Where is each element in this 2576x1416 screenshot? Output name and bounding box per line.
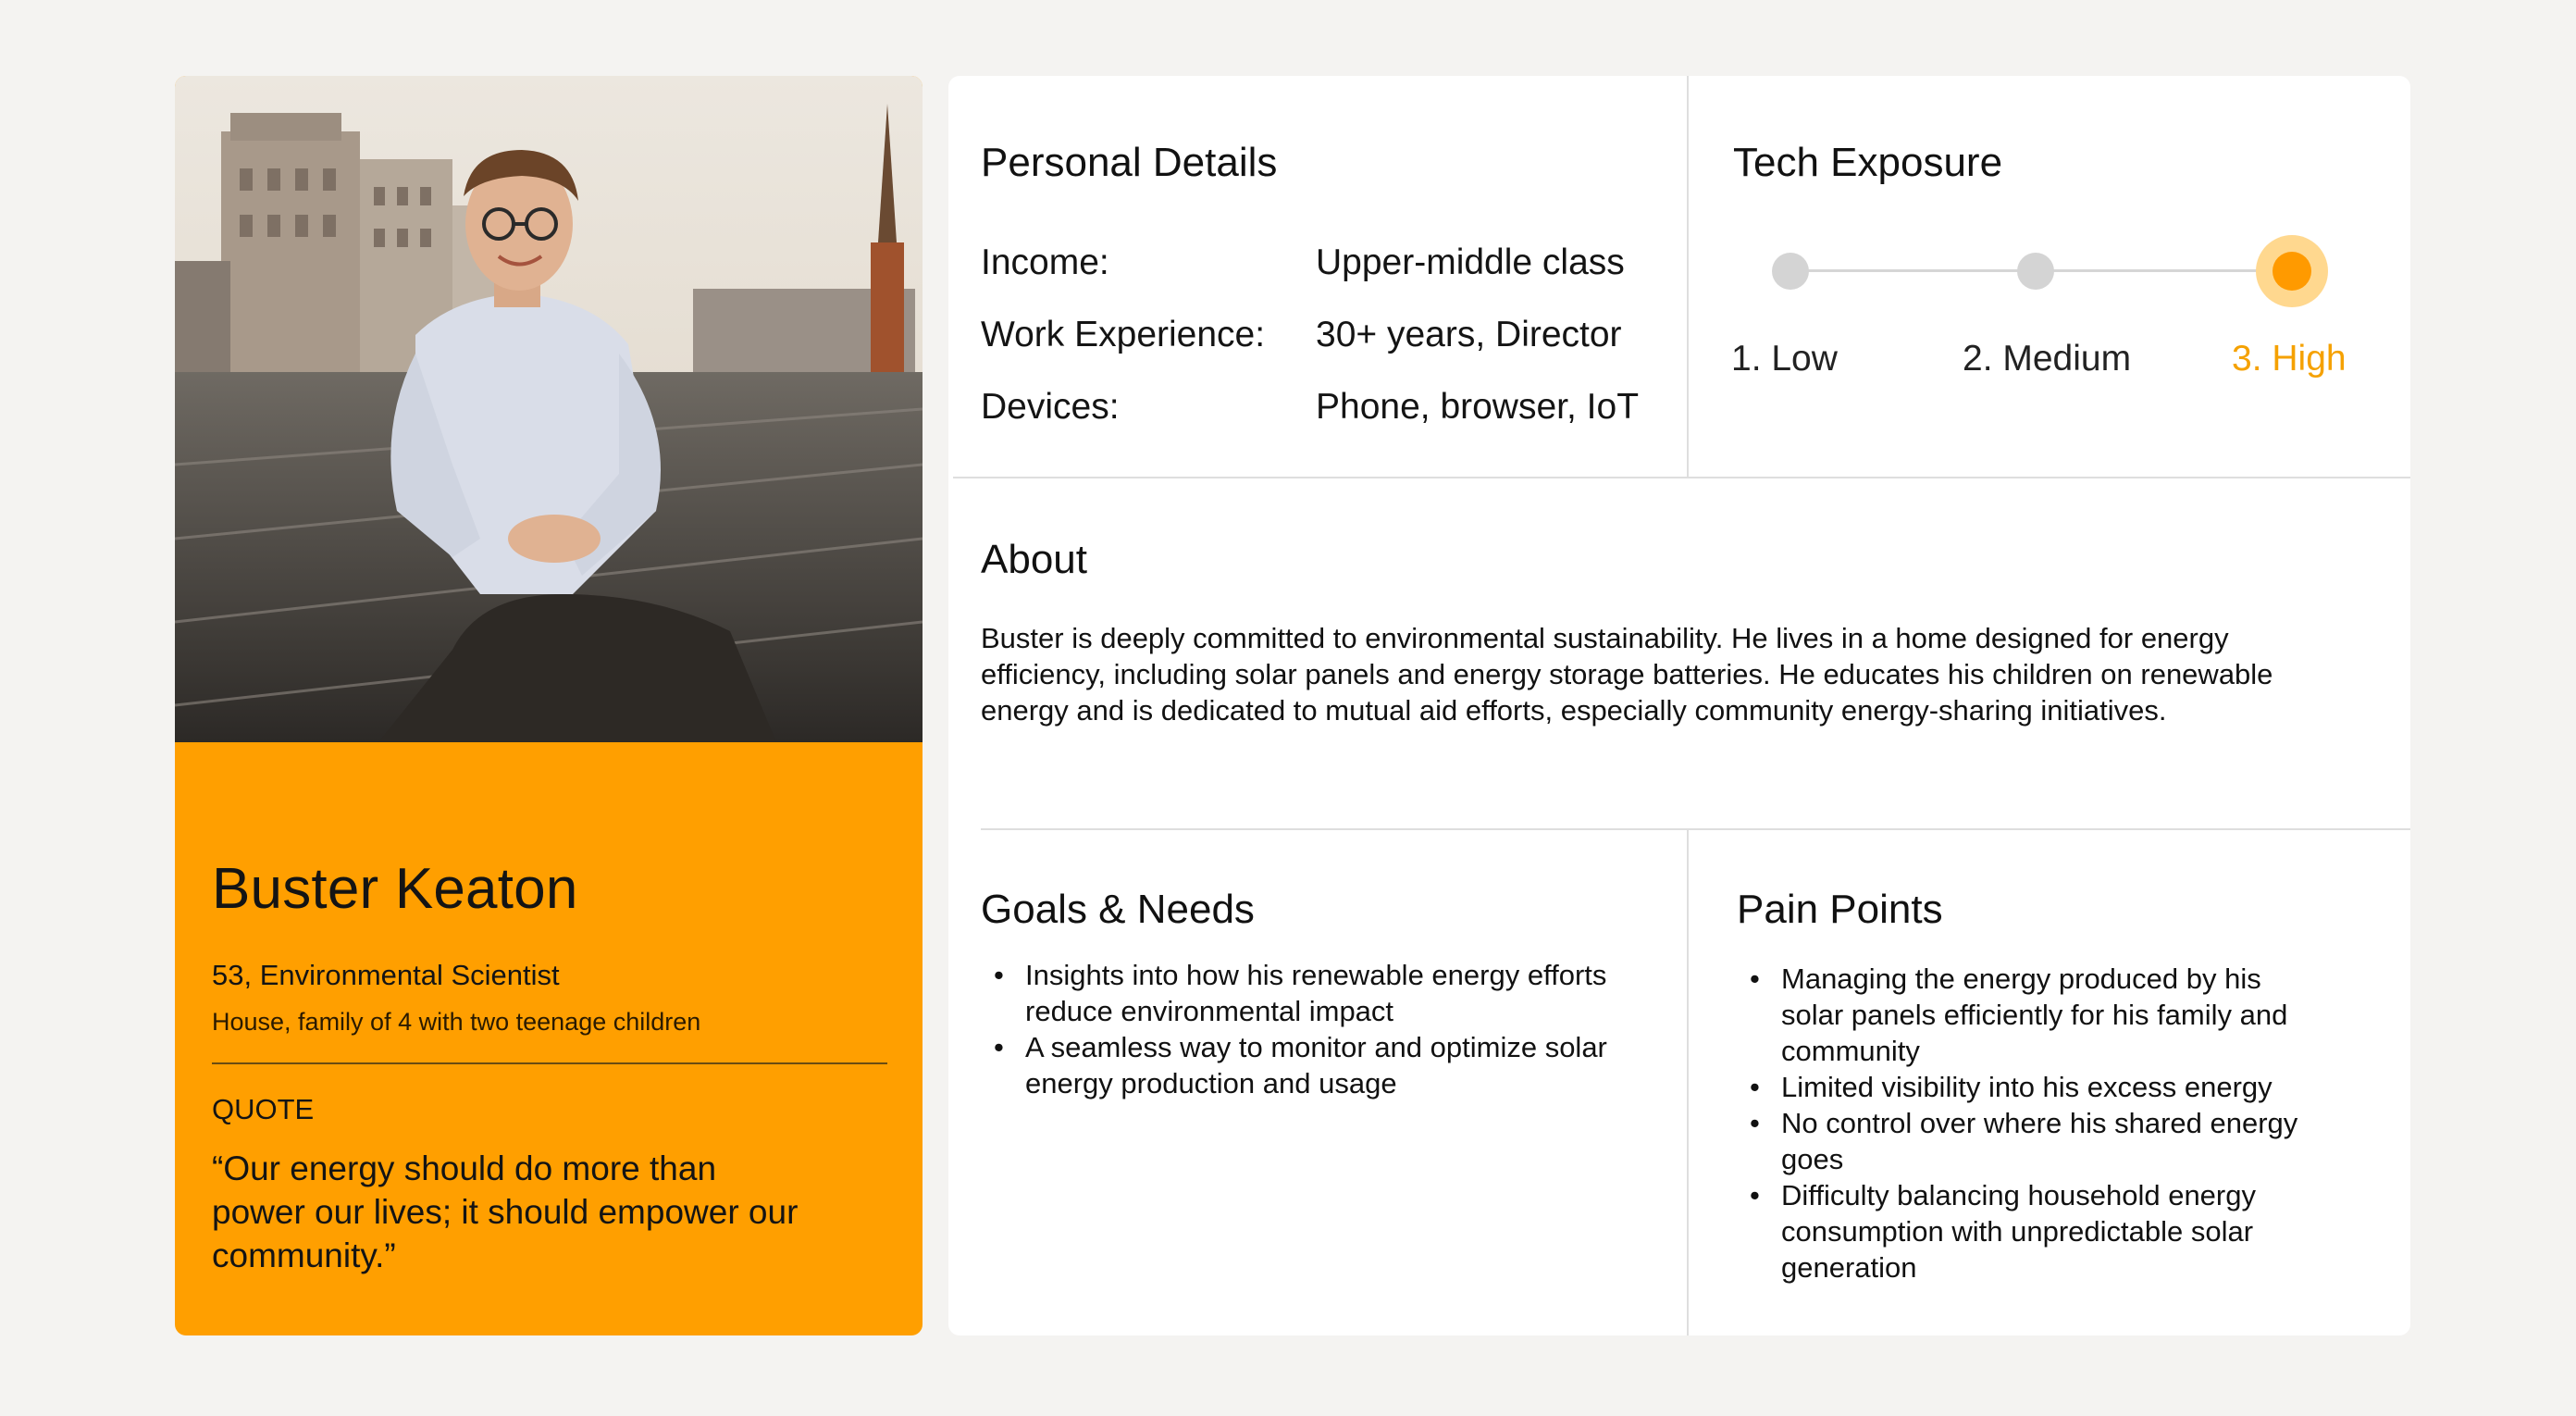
scale-dot-low <box>1772 253 1809 290</box>
divider <box>212 1062 887 1064</box>
scale-label-high: 3. High <box>2232 339 2347 379</box>
personal-details-title: Personal Details <box>981 140 1278 185</box>
divider <box>981 828 2410 830</box>
list-item: • No control over where his shared energy goes <box>1737 1105 2329 1177</box>
quote-label: QUOTE <box>212 1093 315 1125</box>
scale-label-low: 1. Low <box>1731 339 1838 379</box>
persona-details-card <box>948 76 2410 1335</box>
tech-exposure-title: Tech Exposure <box>1733 140 2003 185</box>
scale-dot-medium <box>2017 253 2054 290</box>
goals-title: Goals & Needs <box>981 887 1255 932</box>
list-item: • Managing the energy produced by his solar panels efficiently for his family and community <box>1737 961 2329 1069</box>
persona-profile-card <box>175 76 923 1335</box>
list-item: • Insights into how his renewable energy efforts reduce environmental impact <box>981 957 1647 1029</box>
persona-household: House, family of 4 with two teenage children <box>212 1008 701 1036</box>
detail-value: 30+ years, Director <box>1316 315 1622 354</box>
about-text: Buster is deeply committed to environmental sustainability. He lives in a home designed for energy efficiency, including solar panels and energy storage batteries. He educates his children on renewable energy and is dedicated to mutual aid efforts, especially community energy-sharing initiatives. <box>981 622 2273 727</box>
detail-label: Income: <box>981 242 1109 282</box>
persona-age-role: 53, Environmental Scientist <box>212 959 560 991</box>
detail-value: Phone, browser, IoT <box>1316 387 1640 427</box>
pain-points-list <box>1737 961 2329 1286</box>
about-title: About <box>981 537 1087 582</box>
detail-label: Devices: <box>981 387 1120 427</box>
divider <box>953 477 2410 478</box>
person-photo-icon <box>175 76 923 742</box>
persona-quote: “Our energy should do more than power our lives; it should empower our community.” <box>212 1149 799 1274</box>
scale-label-medium: 2. Medium <box>1963 339 2132 379</box>
list-item: • Limited visibility into his excess energy <box>1737 1069 2329 1105</box>
list-item: • A seamless way to monitor and optimize solar energy production and usage <box>981 1029 1647 1101</box>
scale-dot-high-selected <box>2256 235 2328 307</box>
detail-label: Work Experience: <box>981 315 1266 354</box>
scale-dot-high-inner <box>2273 252 2311 291</box>
detail-value: Upper-middle class <box>1316 242 1625 282</box>
list-item: • Difficulty balancing household energy consumption with unpredictable solar generation <box>1737 1177 2329 1286</box>
persona-photo <box>175 76 923 742</box>
divider <box>1687 76 1689 478</box>
pain-points-title: Pain Points <box>1737 887 1943 932</box>
goals-list <box>981 957 1647 1101</box>
persona-name: Buster Keaton <box>212 857 578 921</box>
divider <box>1687 828 1689 1335</box>
